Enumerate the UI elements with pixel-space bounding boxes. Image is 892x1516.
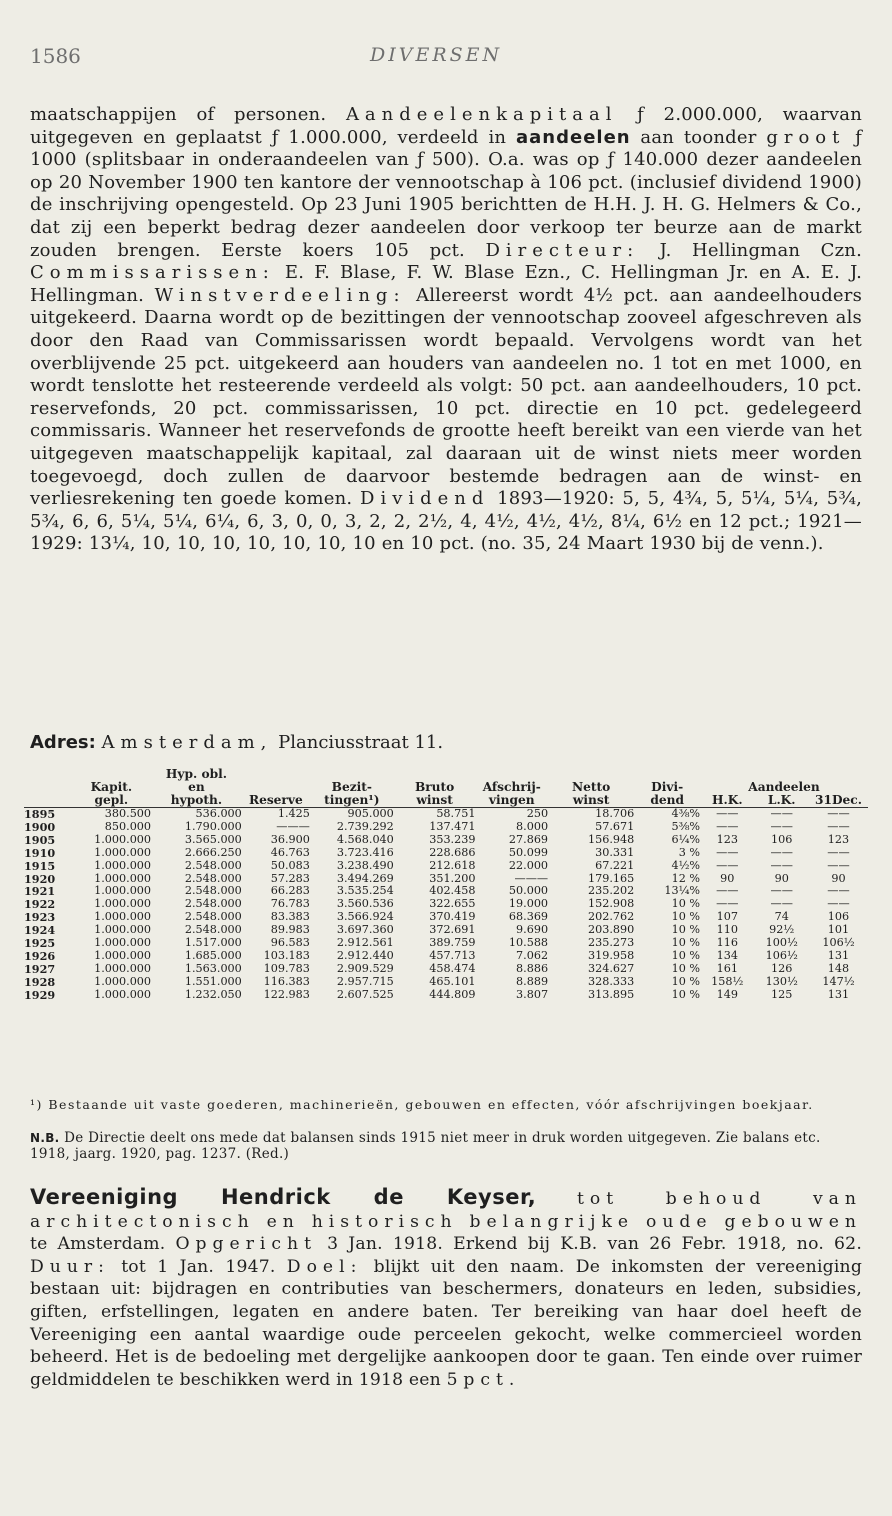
page-header bbox=[30, 44, 862, 78]
table-cell: 90 bbox=[774, 871, 789, 885]
table-cell: —— bbox=[827, 845, 850, 859]
col-header-winst: winst bbox=[394, 794, 476, 808]
table-cell: 1.685.000 bbox=[184, 948, 242, 962]
table-cell: 2.548.000 bbox=[184, 858, 242, 872]
intro-text-7: Allereerst wordt 4½ pct. aan aandeelhouders uitgekeerd. Daarna wordt op de bezittingen der vennootschap zooveel afgeschreven als door den Raad van Commissarissen wordt bepaald. Vervolgens wordt van het overblijvende 25 pct. uitgekeerd aan houders van aandeelen no. 1 tot en met 1000, en wordt tenslotte het resteerende verdeeld als volgt: 50 pct. aan aandeelhouders, 10 pct. reservefonds, 20 pct. commissarissen, 10 pct. directie en 10 pct. gedelegeerd commissaris. Wanneer het reservefonds de grootte heeft bereikt van een vierde van het uitgegeven maatschappelijk kapitaal, zal daaraan uit de winst niets meer worden toegevoegd, doch zullen de daarvoor bestemde bedragen aan de winst- en verliesrekening ten goede komen. bbox=[30, 284, 863, 510]
table-cell: —— bbox=[716, 819, 739, 833]
table-cell: 57.671 bbox=[595, 819, 635, 833]
table-cell: 351.200 bbox=[429, 871, 476, 885]
row-year: 1927 bbox=[24, 961, 56, 976]
nb-label: N.B. bbox=[30, 1131, 60, 1145]
table-cell: 103.183 bbox=[263, 948, 310, 962]
table-cell: 8.000 bbox=[516, 819, 549, 833]
table-cell: 13¼% bbox=[664, 884, 701, 898]
row-year: 1910 bbox=[24, 845, 56, 860]
table-cell: 3.494.269 bbox=[336, 871, 394, 885]
table-cell: 9.690 bbox=[516, 923, 549, 937]
table-cell: —— bbox=[770, 845, 793, 859]
col-header-hypoth: hypoth. bbox=[151, 794, 242, 808]
table-cell: —— bbox=[827, 884, 850, 898]
entry-title: Vereeniging Hendrick de Keyser, bbox=[30, 1185, 537, 1209]
table-cell: 10 % bbox=[671, 936, 701, 950]
table-cell: 134 bbox=[716, 948, 738, 962]
table-cell: 2.909.529 bbox=[336, 961, 394, 975]
table-cell: 106½ bbox=[822, 936, 855, 950]
table-cell: —— bbox=[827, 807, 850, 820]
table-cell: —— bbox=[770, 858, 793, 872]
table-cell: 46.763 bbox=[270, 845, 310, 859]
groot-label: groot bbox=[766, 126, 846, 148]
page-number: 1586 bbox=[30, 44, 81, 68]
table-cell: 83.383 bbox=[270, 910, 310, 924]
table-cell: —— bbox=[770, 807, 793, 820]
table-cell: 10 % bbox=[671, 987, 701, 1001]
table-cell: 50.000 bbox=[508, 884, 549, 898]
table-cell: 18.706 bbox=[595, 807, 635, 820]
table-cell: —— bbox=[827, 858, 850, 872]
table-cell: —— bbox=[770, 884, 793, 898]
table-cell: 5⅜% bbox=[671, 819, 701, 833]
table-cell: 107 bbox=[716, 910, 738, 924]
row-year: 1925 bbox=[24, 936, 56, 951]
table-cell: 319.958 bbox=[588, 948, 635, 962]
entry-text-3: tot 1 Jan. 1947. bbox=[121, 1256, 276, 1277]
address-city: Amsterdam, bbox=[101, 732, 273, 753]
table-cell: 3.238.490 bbox=[336, 858, 394, 872]
table-cell: —— bbox=[770, 897, 793, 911]
intro-text-1: maatschappijen of personen. bbox=[30, 104, 327, 125]
table-cell: 1.000.000 bbox=[94, 845, 152, 859]
table-cell: 1.000.000 bbox=[94, 923, 152, 937]
table-cell: 30.331 bbox=[595, 845, 635, 859]
table-cell: 10 % bbox=[671, 948, 701, 962]
table-cell: 10 % bbox=[671, 923, 701, 937]
table-cell: 1.000.000 bbox=[94, 910, 152, 924]
table-cell: —— bbox=[716, 897, 739, 911]
intro-text-5: J. Hellingman Czn. bbox=[659, 239, 863, 261]
table-cell: 2.548.000 bbox=[184, 897, 242, 911]
table-cell: 1.000.000 bbox=[94, 936, 152, 950]
intro-text-8: 1893—1920: 5, 5, 4¾, 5, 5¼, 5¼, 5¾, 5¾, 6, 6, 5¼, 5¼, 6¼, 6, 3, 0, 0, 3, 2, 2, 2½, 4, 4½, 4½, 4½, 8¼, 6½ en 12 pct.; 1921—1929: 13¼, 10, 10, 10, 10, 10, 10, 10 en 10 pct. (no. 35, 24 Maart 1930 bij de venn.). bbox=[30, 488, 863, 555]
col-header-netto: Netto bbox=[572, 780, 611, 794]
table-cell: 2.912.440 bbox=[336, 948, 394, 962]
editorial-note bbox=[30, 1130, 862, 1162]
table-cell: 1.000.000 bbox=[94, 897, 152, 911]
table-cell: 1.232.050 bbox=[184, 987, 242, 1001]
table-cell: 458.474 bbox=[429, 961, 476, 975]
table-cell: 36.900 bbox=[270, 832, 310, 846]
row-year: 1920 bbox=[24, 871, 56, 886]
intro-text-4: ƒ 1000 (splitsbaar in onderaandeelen van ƒ 500). O.a. was op ƒ 140.000 dezer aandeelen op 20 November 1900 ten kantore der vennootschap à 106 pct. (inclusief dividend 1900) de inschrijving opengesteld. Op 23 Juni 1905 berichtten de H.H. J. H. G. Helmers & Co., dat zij een beperkt bedrag dezer aandeelen door verkoop ter beurze aan de markt zouden brengen. Eerste koers 105 pct. bbox=[30, 126, 863, 261]
table-cell: 156.948 bbox=[588, 832, 635, 846]
table-cell: 1.000.000 bbox=[94, 987, 152, 1001]
table-cell: 50.099 bbox=[508, 845, 549, 859]
entry-purpose: tot behoud van architectonisch en historisch belangrijke oude gebouwen bbox=[30, 1189, 862, 1232]
table-cell: 2.548.000 bbox=[184, 910, 242, 924]
table-cell: 250 bbox=[526, 807, 549, 820]
table-cell: 2.548.000 bbox=[184, 923, 242, 937]
table-cell: 2.548.000 bbox=[184, 884, 242, 898]
table-cell: 322.655 bbox=[429, 897, 476, 911]
table-cell: —— bbox=[716, 884, 739, 898]
table-cell: 90 bbox=[831, 871, 846, 885]
intro-text-2: ƒ 2.000.000, waarvan uitgegeven en geplaatst ƒ 1.000.000, verdeeld in bbox=[30, 104, 863, 148]
table-cell: 353.239 bbox=[429, 832, 476, 846]
table-cell: 2.957.715 bbox=[336, 974, 394, 988]
table-cell: 8.889 bbox=[516, 974, 549, 988]
table-cell: 536.000 bbox=[195, 807, 242, 820]
address-label: Adres: bbox=[30, 732, 96, 753]
table-cell: 22.000 bbox=[508, 858, 549, 872]
company-description bbox=[30, 104, 862, 556]
table-cell: 92½ bbox=[769, 923, 795, 937]
table-cell: 10 % bbox=[671, 897, 701, 911]
table-cell: 1.517.000 bbox=[184, 936, 242, 950]
table-cell: 850.000 bbox=[104, 819, 152, 833]
col-header-bezit: Bezit- bbox=[331, 780, 372, 794]
col-header-vingen: vingen bbox=[475, 794, 548, 808]
table-cell: 68.369 bbox=[508, 910, 549, 924]
entry-text-4: blijkt uit den naam. De inkomsten der vereeniging bestaan uit: bijdragen en contributies van beschermers, donateurs en leden, subsidies, giften, erfstellingen, legaten en andere baten. Ter bereiking van haar doel heeft de Vereeniging een aantal waardige oude perceelen gekocht, welke commercieel worden beheerd. Het is de bedoeling met dergelijke aankoopen door te gaan. Ten einde over ruimer geldmiddelen te beschikken werd in 1918 een 5 bbox=[30, 1256, 863, 1390]
table-cell: 2.548.000 bbox=[184, 871, 242, 885]
table-cell: 76.783 bbox=[270, 897, 310, 911]
table-cell: 100½ bbox=[765, 936, 798, 950]
table-cell: 2.912.561 bbox=[336, 936, 394, 950]
table-cell: 3.560.536 bbox=[336, 897, 394, 911]
table-cell: 389.759 bbox=[429, 936, 476, 950]
table-cell: 123 bbox=[827, 832, 850, 846]
table-cell: 380.500 bbox=[104, 807, 152, 820]
entry-pct: pct. bbox=[463, 1369, 521, 1390]
table-cell: 4½% bbox=[671, 858, 701, 872]
table-cell: 101 bbox=[827, 923, 850, 937]
table-cell: 228.686 bbox=[429, 845, 476, 859]
table-cell: —— bbox=[827, 819, 850, 833]
table-row bbox=[24, 808, 868, 821]
table-cell: 148 bbox=[827, 961, 850, 975]
table-cell: 137.471 bbox=[429, 819, 476, 833]
table-cell: 905.000 bbox=[347, 807, 394, 820]
col-header-hk: H.K. bbox=[700, 794, 754, 808]
table-cell: 212.618 bbox=[429, 858, 476, 872]
table-cell: 328.333 bbox=[588, 974, 635, 988]
table-cell: 179.165 bbox=[588, 871, 635, 885]
address-line bbox=[30, 732, 443, 753]
table-cell: 58.751 bbox=[436, 807, 476, 820]
table-row bbox=[24, 821, 868, 834]
table-cell: 372.691 bbox=[429, 923, 476, 937]
table-cell: 4⅜% bbox=[671, 807, 701, 820]
table-cell: 235.273 bbox=[588, 936, 635, 950]
table-cell: 235.202 bbox=[588, 884, 635, 898]
table-cell: 147½ bbox=[822, 974, 855, 988]
col-header-aandeelen: Aandeelen bbox=[748, 780, 820, 794]
table-cell: 1.425 bbox=[277, 807, 310, 820]
table-cell: 50.083 bbox=[270, 858, 310, 872]
table-cell: 57.283 bbox=[270, 871, 310, 885]
table-cell: 202.762 bbox=[588, 910, 635, 924]
intro-text-3: aan toonder bbox=[640, 126, 757, 148]
table-cell: 324.627 bbox=[588, 961, 635, 975]
table-cell: 130½ bbox=[765, 974, 798, 988]
table-cell: —— bbox=[827, 897, 850, 911]
directeur-label: Directeur: bbox=[485, 239, 640, 261]
financial-table bbox=[24, 768, 868, 1002]
commissarissen-label: Commissarissen: bbox=[30, 262, 275, 284]
table-row bbox=[24, 950, 868, 963]
table-cell: 1.551.000 bbox=[184, 974, 242, 988]
table-cell: 370.419 bbox=[429, 910, 476, 924]
col-header-dend: dend bbox=[634, 794, 700, 808]
table-cell: 12 % bbox=[671, 871, 701, 885]
duur-label: Duur: bbox=[30, 1256, 110, 1277]
row-year: 1922 bbox=[24, 897, 56, 912]
table-cell: 149 bbox=[716, 987, 738, 1001]
row-year: 1928 bbox=[24, 974, 56, 989]
table-cell: 152.908 bbox=[588, 897, 635, 911]
table-cell: 1.000.000 bbox=[94, 871, 152, 885]
table-cell: —— bbox=[716, 807, 739, 820]
table-row bbox=[24, 963, 868, 976]
entry-text-2: 3 Jan. 1918. Erkend bij K.B. van 26 Febr. 1918, no. 62. bbox=[327, 1234, 862, 1255]
table-cell: 126 bbox=[771, 961, 793, 975]
table-cell: 90 bbox=[720, 871, 735, 885]
table-cell: 3.723.416 bbox=[336, 845, 394, 859]
opgericht-label: Opgericht bbox=[175, 1234, 318, 1255]
table-cell: 131 bbox=[827, 987, 850, 1001]
table-cell: 1.790.000 bbox=[184, 819, 242, 833]
row-year: 1923 bbox=[24, 910, 56, 925]
col-header-afschrij: Afschrij- bbox=[482, 780, 541, 794]
table-cell: 27.869 bbox=[508, 832, 549, 846]
col-header-gepl: gepl. bbox=[72, 794, 151, 808]
table-cell: 67.221 bbox=[595, 858, 635, 872]
table-cell: 3.566.924 bbox=[336, 910, 394, 924]
table-cell: 2.739.292 bbox=[336, 819, 394, 833]
running-head: DIVERSEN bbox=[370, 44, 503, 66]
table-cell: 96.583 bbox=[270, 936, 310, 950]
table-cell: —— bbox=[716, 845, 739, 859]
table-cell: 1.000.000 bbox=[94, 858, 152, 872]
table-row bbox=[24, 834, 868, 847]
table-header-row-3 bbox=[24, 794, 868, 808]
table-cell: 402.458 bbox=[429, 884, 476, 898]
table-row bbox=[24, 989, 868, 1002]
aandeelen-label: aandeelen bbox=[516, 126, 631, 148]
table-cell: 465.101 bbox=[429, 974, 476, 988]
table-cell: ——— bbox=[276, 819, 310, 833]
table-cell: 1.000.000 bbox=[94, 832, 152, 846]
table-cell: 2.666.250 bbox=[184, 845, 242, 859]
table-cell: 161 bbox=[716, 961, 738, 975]
col-header-kapit: Kapit. bbox=[90, 780, 133, 794]
table-cell: 1.000.000 bbox=[94, 974, 152, 988]
table-cell: 7.062 bbox=[516, 948, 549, 962]
col-header-bruto: Bruto bbox=[414, 780, 455, 794]
footnote: ¹) Bestaande uit vaste goederen, machinerieën, gebouwen en effecten, vóór afschrijvingen boekjaar. bbox=[30, 1097, 814, 1112]
col-header-lk: L.K. bbox=[754, 794, 808, 808]
col-header-winst2: winst bbox=[548, 794, 634, 808]
table-cell: —— bbox=[770, 819, 793, 833]
table-cell: 116 bbox=[716, 936, 738, 950]
table-cell: 106½ bbox=[765, 948, 798, 962]
address-street: Planciusstraat 11. bbox=[278, 732, 444, 753]
table-cell: 457.713 bbox=[429, 948, 476, 962]
row-year: 1915 bbox=[24, 858, 56, 873]
table-cell: 106 bbox=[827, 910, 850, 924]
table-cell: 116.383 bbox=[263, 974, 310, 988]
winstverdeeling-label: Winstverdeeling: bbox=[154, 284, 406, 306]
row-year: 1929 bbox=[24, 987, 56, 1002]
table-cell: 4.568.040 bbox=[336, 832, 394, 846]
table-cell: 3 % bbox=[678, 845, 701, 859]
table-cell: 6¼% bbox=[671, 832, 701, 846]
table-cell: 106 bbox=[771, 832, 793, 846]
entry-text-1: te Amsterdam. bbox=[30, 1234, 166, 1255]
table-cell: 8.886 bbox=[516, 961, 549, 975]
table-cell: 74 bbox=[774, 910, 789, 924]
table-cell: 110 bbox=[716, 923, 738, 937]
intro-text-6: E. F. Blase, F. W. Blase Ezn., C. Hellingman Jr. en A. E. J. Hellingman. bbox=[30, 262, 863, 306]
table-cell: 131 bbox=[827, 948, 850, 962]
nb-text: De Directie deelt ons mede dat balansen sinds 1915 niet meer in druk worden uitgegeven. Zie balans etc. 1918, jaarg. 1920, pag. 1237. (Red.) bbox=[30, 1130, 821, 1162]
table-cell: 1.563.000 bbox=[184, 961, 242, 975]
table-cell: 1.000.000 bbox=[94, 884, 152, 898]
table-cell: 444.809 bbox=[429, 987, 476, 1001]
col-header-hyp: Hyp. obl. bbox=[165, 767, 227, 781]
table-cell: 203.890 bbox=[588, 923, 635, 937]
row-year: 1900 bbox=[24, 819, 56, 834]
second-entry bbox=[30, 1186, 862, 1391]
table-cell: 19.000 bbox=[508, 897, 549, 911]
kapitaal-label: Aandeelenkapitaal bbox=[345, 104, 618, 125]
table-cell: —— bbox=[716, 858, 739, 872]
doel-label: Doel: bbox=[286, 1256, 363, 1277]
table-row bbox=[24, 976, 868, 989]
table-cell: 66.283 bbox=[270, 884, 310, 898]
col-header-reserve: Reserve bbox=[242, 794, 310, 808]
table-cell: 3.697.360 bbox=[336, 923, 394, 937]
table-cell: 10 % bbox=[671, 910, 701, 924]
table-cell: 10 % bbox=[671, 961, 701, 975]
table-cell: 2.607.525 bbox=[336, 987, 394, 1001]
table-cell: 313.895 bbox=[588, 987, 635, 1001]
table-cell: 1.000.000 bbox=[94, 961, 152, 975]
row-year: 1905 bbox=[24, 832, 56, 847]
table-cell: 1.000.000 bbox=[94, 948, 152, 962]
table-cell: 3.565.000 bbox=[184, 832, 242, 846]
table-row bbox=[24, 860, 868, 873]
col-header-tingen: tingen¹) bbox=[310, 794, 394, 808]
table-cell: 122.983 bbox=[263, 987, 310, 1001]
row-year: 1924 bbox=[24, 923, 56, 938]
row-year: 1926 bbox=[24, 948, 56, 963]
table-cell: 3.535.254 bbox=[336, 884, 394, 898]
table-cell: 158½ bbox=[711, 974, 744, 988]
row-year: 1895 bbox=[24, 807, 56, 821]
col-header-dec: 31Dec. bbox=[809, 794, 868, 808]
table-cell: 125 bbox=[771, 987, 793, 1001]
table-cell: 10.588 bbox=[508, 936, 549, 950]
table-cell: ——— bbox=[514, 871, 549, 885]
table-row bbox=[24, 847, 868, 860]
table-cell: 123 bbox=[716, 832, 738, 846]
col-header-en: en bbox=[188, 780, 205, 794]
dividend-label: Dividend bbox=[360, 488, 490, 510]
table-cell: 3.807 bbox=[516, 987, 549, 1001]
table-cell: 109.783 bbox=[263, 961, 310, 975]
col-header-divi: Divi- bbox=[651, 780, 684, 794]
row-year: 1921 bbox=[24, 884, 56, 899]
table-cell: 89.983 bbox=[270, 923, 310, 937]
table-cell: 10 % bbox=[671, 974, 701, 988]
